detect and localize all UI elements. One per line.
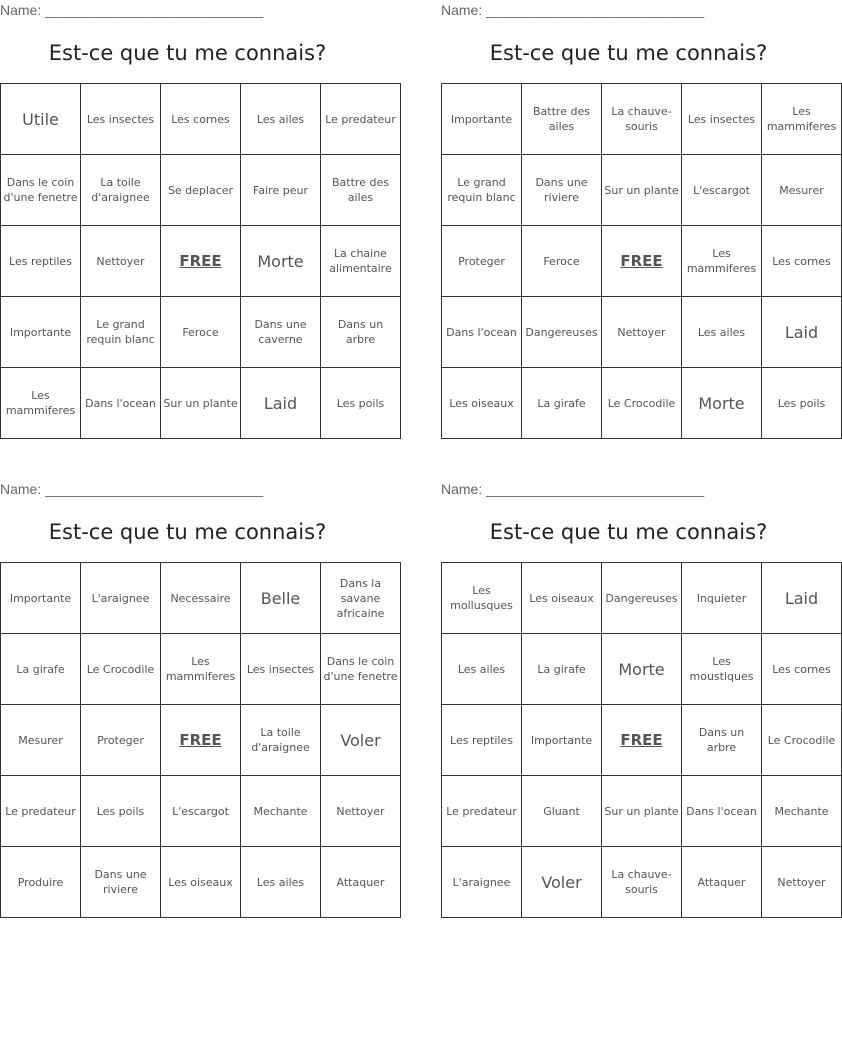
bingo-cell[interactable]: Sur un plante [161, 368, 241, 439]
bingo-cell[interactable]: Les insectes [81, 84, 161, 155]
bingo-cell[interactable]: Nettoyer [81, 226, 161, 297]
bingo-cell[interactable]: Le predateur [1, 776, 81, 847]
card-title: Est-ce que tu me connais? [489, 520, 768, 544]
bingo-cell[interactable]: Produire [1, 847, 81, 918]
bingo-cell[interactable]: Le Crocodile [602, 368, 682, 439]
bingo-cell[interactable]: Laid [762, 297, 842, 368]
bingo-cell[interactable]: Se deplacer [161, 155, 241, 226]
bingo-grid [441, 83, 842, 439]
bingo-cell[interactable]: Gluant [522, 776, 602, 847]
card-title: Est-ce que tu me connais? [48, 520, 327, 544]
bingo-cell[interactable]: La chauve-souris [602, 847, 682, 918]
bingo-cell[interactable]: Le predateur [442, 776, 522, 847]
name-field[interactable]: Name: ____________________________ [441, 481, 705, 497]
bingo-cell[interactable]: Les reptiles [1, 226, 81, 297]
name-field[interactable]: Name: ____________________________ [441, 2, 705, 18]
bingo-cell[interactable]: Les cornes [161, 84, 241, 155]
bingo-cell[interactable]: Battre des ailes [522, 84, 602, 155]
bingo-cell[interactable]: Voler [321, 705, 401, 776]
bingo-cell[interactable]: Mechante [241, 776, 321, 847]
free-cell[interactable]: FREE [161, 705, 241, 776]
bingo-cell[interactable]: Le predateur [321, 84, 401, 155]
bingo-cell[interactable]: Dans un arbre [682, 705, 762, 776]
bingo-cell[interactable]: Les oiseaux [442, 368, 522, 439]
bingo-cell[interactable]: Utile [1, 84, 81, 155]
card-title: Est-ce que tu me connais? [489, 41, 768, 65]
name-field[interactable]: Name: ____________________________ [0, 2, 264, 18]
bingo-cell[interactable]: Importante [442, 84, 522, 155]
bingo-cell[interactable]: Dans une riviere [522, 155, 602, 226]
bingo-cell[interactable]: Attaquer [682, 847, 762, 918]
name-field[interactable]: Name: ____________________________ [0, 481, 264, 497]
bingo-cell[interactable]: Proteger [442, 226, 522, 297]
bingo-cell[interactable]: Nettoyer [762, 847, 842, 918]
bingo-cell[interactable]: Morte [682, 368, 762, 439]
bingo-cell[interactable]: La chaine alimentaire [321, 226, 401, 297]
bingo-cell[interactable]: Importante [522, 705, 602, 776]
bingo-cell[interactable]: Nettoyer [602, 297, 682, 368]
bingo-cell[interactable]: Laid [762, 563, 842, 634]
bingo-cell[interactable]: Mesurer [1, 705, 81, 776]
bingo-cell[interactable]: Le grand requin blanc [81, 297, 161, 368]
bingo-cell[interactable]: Morte [602, 634, 682, 705]
bingo-grid [0, 562, 401, 918]
bingo-cell[interactable]: Importante [1, 297, 81, 368]
bingo-cell[interactable]: Le Crocodile [81, 634, 161, 705]
bingo-cell[interactable]: Sur un plante [602, 155, 682, 226]
bingo-cell[interactable]: Sur un plante [602, 776, 682, 847]
bingo-cell[interactable]: Necessaire [161, 563, 241, 634]
bingo-cell[interactable]: Importante [1, 563, 81, 634]
bingo-cell[interactable]: L'araignee [442, 847, 522, 918]
card-title: Est-ce que tu me connais? [48, 41, 327, 65]
bingo-cell[interactable]: L'escargot [161, 776, 241, 847]
free-cell[interactable]: FREE [161, 226, 241, 297]
bingo-cell[interactable]: Dans l'ocean [81, 368, 161, 439]
bingo-cell[interactable]: Les ailes [682, 297, 762, 368]
bingo-grid [441, 562, 842, 918]
bingo-cell[interactable]: Nettoyer [321, 776, 401, 847]
bingo-cell[interactable]: L'araignee [81, 563, 161, 634]
bingo-cell[interactable]: La chauve-souris [602, 84, 682, 155]
bingo-cell[interactable]: Le grand requin blanc [442, 155, 522, 226]
bingo-cell[interactable]: Dans la savane africaine [321, 563, 401, 634]
bingo-cell[interactable]: Belle [241, 563, 321, 634]
free-cell[interactable]: FREE [602, 226, 682, 297]
bingo-cell[interactable]: Dans le coin d'une fenetre [1, 155, 81, 226]
bingo-cell[interactable]: La girafe [522, 368, 602, 439]
bingo-cell[interactable]: Dans le coin d'une fenetre [321, 634, 401, 705]
bingo-cell[interactable]: La toile d'araignee [81, 155, 161, 226]
bingo-cell[interactable]: Les oiseaux [161, 847, 241, 918]
bingo-cell[interactable]: Feroce [161, 297, 241, 368]
bingo-cell[interactable]: Morte [241, 226, 321, 297]
bingo-cell[interactable]: Les insectes [682, 84, 762, 155]
bingo-cell[interactable]: Les ailes [241, 84, 321, 155]
bingo-cell[interactable]: Inquieter [682, 563, 762, 634]
bingo-cell[interactable]: Dans un arbre [321, 297, 401, 368]
bingo-cell[interactable]: Mesurer [762, 155, 842, 226]
bingo-cell[interactable]: Les insectes [241, 634, 321, 705]
bingo-cell[interactable]: Les mollusques [442, 563, 522, 634]
bingo-cell[interactable]: La girafe [1, 634, 81, 705]
bingo-cell[interactable]: Les poils [321, 368, 401, 439]
bingo-cell[interactable]: Attaquer [321, 847, 401, 918]
bingo-cell[interactable]: Dans une caverne [241, 297, 321, 368]
bingo-cell[interactable]: Les cornes [762, 226, 842, 297]
bingo-cell[interactable]: Les ailes [442, 634, 522, 705]
bingo-cell[interactable]: Faire peur [241, 155, 321, 226]
bingo-cell[interactable]: Dans l'ocean [442, 297, 522, 368]
free-cell[interactable]: FREE [602, 705, 682, 776]
bingo-cell[interactable]: Feroce [522, 226, 602, 297]
bingo-cell[interactable]: Les oiseaux [522, 563, 602, 634]
bingo-cell[interactable]: Dangereuses [522, 297, 602, 368]
bingo-cell[interactable]: Les poils [762, 368, 842, 439]
bingo-grid [0, 83, 401, 439]
bingo-cell[interactable]: Le Crocodile [762, 705, 842, 776]
bingo-cell[interactable]: Les cornes [762, 634, 842, 705]
bingo-cell[interactable]: Les ailes [241, 847, 321, 918]
bingo-cell[interactable]: Dans l'ocean [682, 776, 762, 847]
bingo-cell[interactable]: Les mammiferes [161, 634, 241, 705]
bingo-cell[interactable]: Proteger [81, 705, 161, 776]
bingo-cell[interactable]: Les mammiferes [1, 368, 81, 439]
bingo-cell[interactable]: Dangereuses [602, 563, 682, 634]
bingo-cell[interactable]: Voler [522, 847, 602, 918]
bingo-cell[interactable]: Les mammiferes [762, 84, 842, 155]
bingo-cell[interactable]: Les reptiles [442, 705, 522, 776]
bingo-cell[interactable]: Dans une riviere [81, 847, 161, 918]
bingo-cell[interactable]: La girafe [522, 634, 602, 705]
bingo-cell[interactable]: Mechante [762, 776, 842, 847]
bingo-cell[interactable]: Les moustiques [682, 634, 762, 705]
bingo-cell[interactable]: Les poils [81, 776, 161, 847]
bingo-cell[interactable]: L'escargot [682, 155, 762, 226]
bingo-cell[interactable]: La toile d'araignee [241, 705, 321, 776]
bingo-cell[interactable]: Les mammiferes [682, 226, 762, 297]
bingo-cell[interactable]: Laid [241, 368, 321, 439]
bingo-cell[interactable]: Battre des ailes [321, 155, 401, 226]
